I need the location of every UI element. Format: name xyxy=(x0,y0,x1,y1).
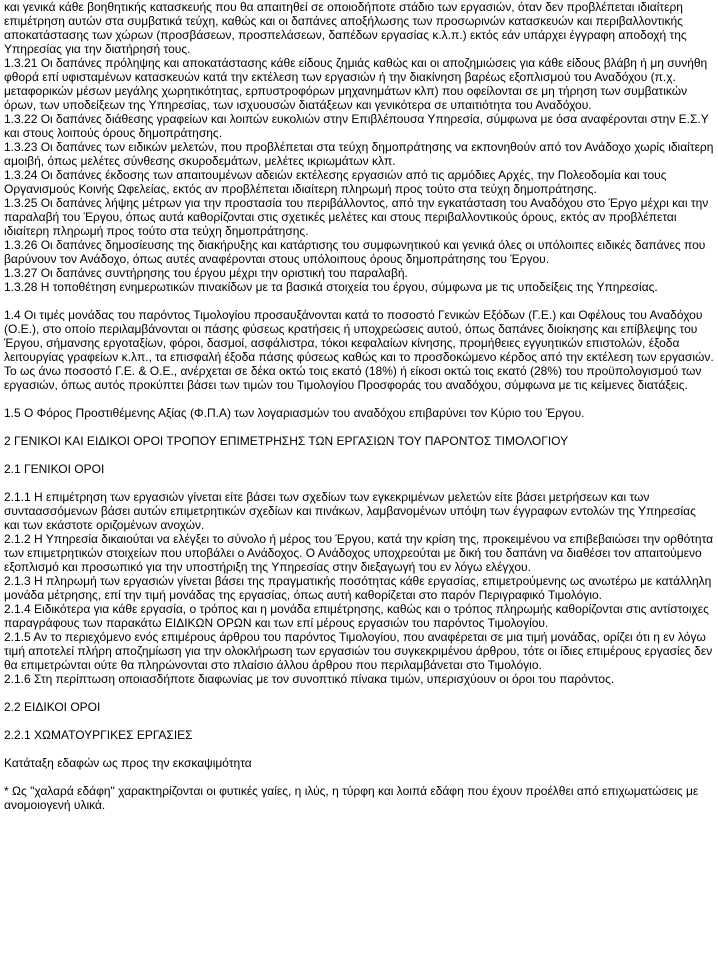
paragraph: 2.1.5 Αν το περιεχόμενο ενός επιμέρους άρθρου του παρόντος Τιμολογίου, που αναφέρεται σε μια τιμή μονάδας, ορίζει ότι η εν λόγω τιμή αποτελεί πλήρη αποζημίωση για την ολοκλήρωση των εργασιών του συγκεκριμένου άρθρου, τότε οι ίδιες επιμέρους εργασίες δεν θα επιμετρώνται ούτε θα πληρώνονται στο πλαίσιο άλλου άρθρου που περιλαμβάνεται στο Τιμολόγιο. xyxy=(4,630,713,672)
paragraph: Κατάταξη εδαφών ως προς την εκσκαψιμότητα xyxy=(4,756,252,770)
paragraph: 1.5 Ο Φόρος Προστιθέμενης Αξίας (Φ.Π.Α) των λογαριασμών του αναδόχου επιβαρύνει τον Κύριο του Έργου. xyxy=(4,406,585,420)
paragraph: 1.3.21 Οι δαπάνες πρόληψης και αποκατάστασης κάθε είδους ζημιάς καθώς και οι αποζημιώσεις για κάθε είδους βλάβη ή μη συνήθη φθορά επί υφισταμένων κατασκευών κατά την εκτέλεση των εργασιών ή την διακίνηση βαρέως εξοπλισμού του Αναδόχου (π.χ. μεταφορικών μέσων μεγάλης χωρητικότητας, ερπυστροφόρων μηχανημάτων κλπ) που οφείλονται σε μη τήρηση των συμβατικών όρων, των υποδείξεων της Υπηρεσίας, των ισχυουσών διατάξεων και γενικότερα σε υπαιτιότητα του Αναδόχου. xyxy=(4,56,708,112)
paragraph-spacer xyxy=(4,686,714,700)
paragraph: 1.4 Οι τιμές μονάδας του παρόντος Τιμολογίου προσαυξάνονται κατά το ποσοστό Γενικών Εξόδων (Γ.Ε.) και Οφέλους του Αναδόχου (Ο.Ε.), στο οποίο περιλαμβάνονται οι πάσης φύσεως κρατήσεις ή υποχρεώσεις αυτού, όπως δαπάνες διοίκησης και επίβλεψης του Έργου, σήμανσης εργοταξίων, φόροι, δασμοί, ασφάλιστρα, τόκοι κεφαλαίων κίνησης, προμήθειες εγγυητικών επιστολών, έξοδα λειτουργίας γραφείων κ.λπ., τα επισφαλή έξοδα πάσης φύσεως καθώς και το προσδοκώμενο κέρδος από την εκτέλεση των εργασιών. xyxy=(4,308,714,364)
paragraph: 2 ΓΕΝΙΚΟΙ ΚΑΙ ΕΙΔΙΚΟΙ ΟΡΟΙ ΤΡΟΠΟΥ ΕΠΙΜΕΤΡΗΣΗΣ ΤΩΝ ΕΡΓΑΣΙΩΝ ΤΟΥ ΠΑΡΟΝΤΟΣ ΤΙΜΟΛΟΓΙΟΥ xyxy=(4,434,569,448)
paragraph: 2.2.1 ΧΩΜΑΤΟΥΡΓΙΚΕΣ ΕΡΓΑΣΙΕΣ xyxy=(4,728,193,742)
paragraph: 1.3.27 Οι δαπάνες συντήρησης του έργου μέχρι την οριστική του παραλαβή. xyxy=(4,266,408,280)
paragraph: 1.3.28 Η τοποθέτηση ενημερωτικών πινακίδων με τα βασικά στοιχεία του έργου, σύμφωνα με τις υποδείξεις της Υπηρεσίας. xyxy=(4,280,658,294)
paragraph: και γενικά κάθε βοηθητικής κατασκευής που θα απαιτηθεί σε οποιοδήποτε στάδιο των εργασιών, όταν δεν προβλέπεται ιδιαίτερη επιμέτρηση αυτών στα συμβατικά τεύχη, καθώς και οι δαπάνες αποξήλωσης των προσωρινών κατασκευών και περιβαλλοντικής αποκατάστασης των χώρων (προσβάσεων, προσπελάσεων, δαπέδων εργασίας κ.λ.π.) εκτός εάν υπάρχει έγγραφη αποδοχή της Υπηρεσίας για την διατήρησή τους. xyxy=(4,0,687,56)
paragraph: 1.3.22 Οι δαπάνες διάθεσης γραφείων και λοιπών ευκολιών στην Επιβλέπουσα Υπηρεσία, σύμφωνα με όσα αναφέρονται στην Ε.Σ.Υ και στους λοιπούς όρους δημοπράτησης. xyxy=(4,112,709,140)
paragraph-spacer xyxy=(4,420,714,434)
paragraph: 2.2 ΕΙΔΙΚΟΙ ΟΡΟΙ xyxy=(4,700,101,714)
paragraph: 2.1.2 Η Υπηρεσία δικαιούται να ελέγξει το σύνολο ή μέρος του Έργου, κατά την κρίση της, προκειμένου να επιβεβαιώσει την ορθότητα των επιμετρητικών στοιχείων που υποβάλει ο Ανάδοχος. Ο Ανάδοχος υποχρεούται με δική του δαπάνη να διαθέσει τον απαιτούμενο εξοπλισμό και προσωπικό για την υποστήριξη της Υπηρεσίας στην διεξαγωγή του εν λόγω ελέγχου. xyxy=(4,532,714,574)
paragraph-spacer xyxy=(4,770,714,784)
paragraph-spacer xyxy=(4,742,714,756)
paragraph-spacer xyxy=(4,448,714,462)
paragraph: 1.3.25 Οι δαπάνες λήψης μέτρων για την προστασία του περιβάλλοντος, από την εγκατάσταση του Αναδόχου στο Έργο μέχρι και την παραλαβή του Έργου, όπως αυτά καθορίζονται στις σχετικές μελέτες και στους περιβαλλοντικούς όρους, εκτός αν προβλέπεται ιδιαίτερη πληρωμή προς τούτο στα τεύχη δημοπράτησης. xyxy=(4,196,709,238)
paragraph: Το ως άνω ποσοστό Γ.Ε. & Ο.Ε., ανέρχεται σε δέκα οκτώ τοις εκατό (18%) ή είκοσι οκτώ τοις εκατό (28%) του προϋπολογισμού των εργασιών, όπως αυτός προκύπτει βάσει των τιμών του Τιμολογίου Προσφοράς του αναδόχου, σύμφωνα με τις κείμενες διατάξεις. xyxy=(4,364,702,392)
paragraph: 2.1.4 Ειδικότερα για κάθε εργασία, ο τρόπος και η μονάδα επιμέτρησης, καθώς και ο τρόπος πληρωμής καθορίζονται στις αντίστοιχες παραγράφους των παρακάτω ΕΙΔΙΚΩΝ ΟΡΩΝ και των επί μέρους εργασιών του παρόντος Τιμολογίου. xyxy=(4,602,709,630)
paragraph: 2.1 ΓΕΝΙΚΟΙ ΟΡΟΙ xyxy=(4,462,105,476)
paragraph-spacer xyxy=(4,714,714,728)
paragraph: 1.3.24 Οι δαπάνες έκδοσης των απαιτουμένων αδειών εκτέλεσης εργασιών από τις αρμόδιες Αρχές, την Πολεοδομία και τους Οργανισμούς Κοινής Ωφελείας, εκτός αν προβλέπεται ιδιαίτερη πληρωμή προς τούτο στα τεύχη δημοπράτησης. xyxy=(4,168,667,196)
paragraph-spacer xyxy=(4,476,714,490)
paragraph: 1.3.26 Οι δαπάνες δημοσίευσης της διακήρυξης και κατάρτισης του συμφωνητικού και γενικά όλες οι υπόλοιπες ειδικές δαπάνες που βαρύνουν τον Ανάδοχο, όπως αυτές αναφέρονται στους υπόλοιπους όρους δημοπράτησης του Έργου. xyxy=(4,238,706,266)
paragraph: * Ως "χαλαρά εδάφη" χαρακτηρίζονται οι φυτικές γαίες, η ιλύς, η τύρφη και λοιπά εδάφη που έχουν προέλθει από επιχωματώσεις με ανομοιογενή υλικά. xyxy=(4,784,699,812)
paragraph-spacer xyxy=(4,294,714,308)
paragraph: 2.1.1 Η επιμέτρηση των εργασιών γίνεται είτε βάσει των σχεδίων των εγκεκριμένων μελετών είτε βάσει μετρήσεων και των συνταασσόμενων βάσει αυτών επιμετρητικών σχεδίων και πινάκων, λαμβανομένων υπόψη των έγγραφων εντολών της Υπηρεσίας και των εκάστοτε οριζομένων ανοχών. xyxy=(4,490,696,532)
paragraph-spacer xyxy=(4,392,714,406)
paragraph: 2.1.6 Στη περίπτωση οποιασδήποτε διαφωνίας με τον συνοπτικό πίνακα τιμών, υπερισχύουν οι όροι του παρόντος. xyxy=(4,672,615,686)
paragraph: 2.1.3 Η πληρωμή των εργασιών γίνεται βάσει της πραγματικής ποσότητας κάθε εργασίας, επιμετρούμενης ως ανωτέρω με κατάλληλη μονάδα μέτρησης, επί την τιμή μονάδας της εργασίας, όπως αυτή καθορίζεται στο παρόν Περιγραφικό Τιμολόγιο. xyxy=(4,574,712,602)
paragraph: 1.3.23 Οι δαπάνες των ειδικών μελετών, που προβλέπεται στα τεύχη δημοπράτησης να εκπονηθούν από τον Ανάδοχο χωρίς ιδιαίτερη αμοιβή, όπως μελέτες σύνθεσης σκυροδεμάτων, μελέτες ικριωμάτων κλπ. xyxy=(4,140,714,168)
